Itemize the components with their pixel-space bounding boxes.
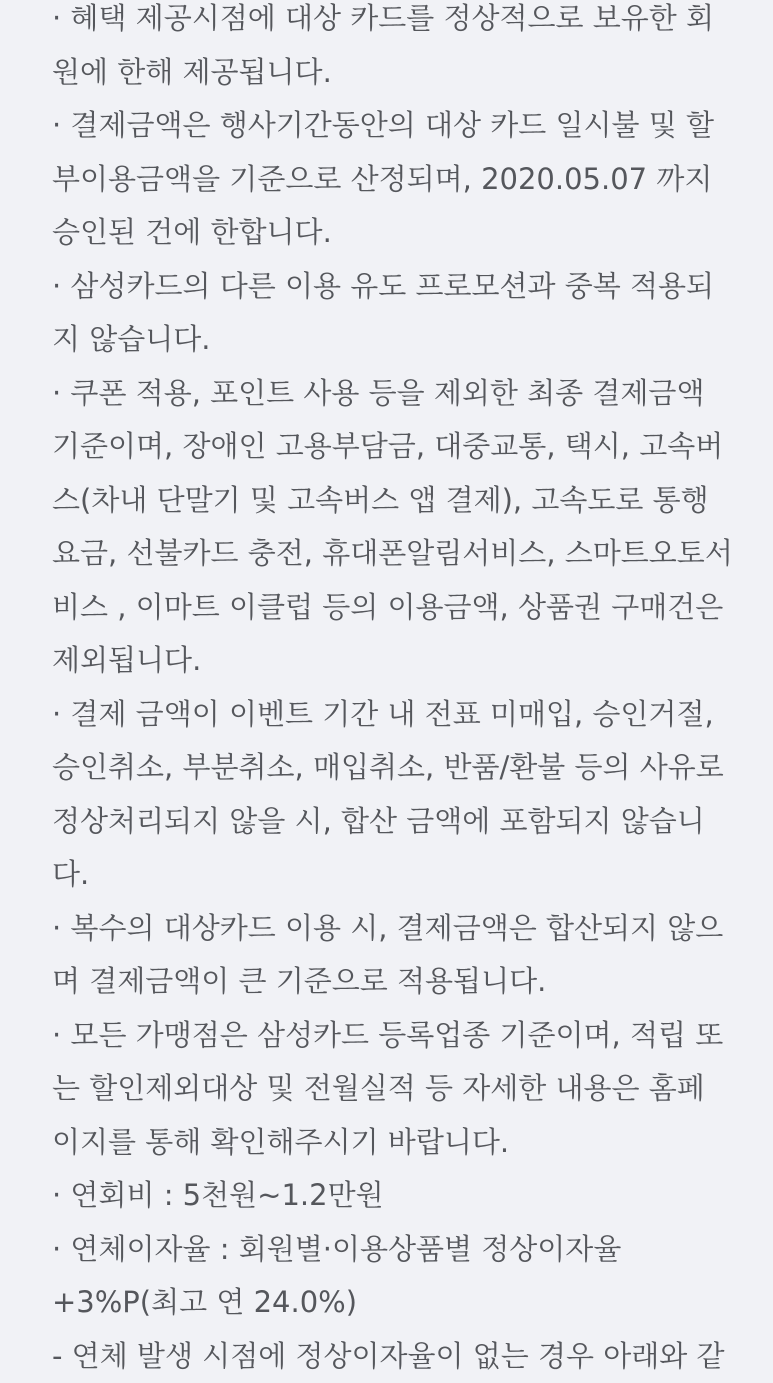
notice-line: 비스 , 이마트 이클럽 등의 이용금액, 상품권 구매건은 bbox=[52, 581, 735, 635]
notice-item-benefit-eligibility bbox=[52, 0, 735, 99]
notice-item-no-duplicate-promotion bbox=[52, 260, 735, 367]
notice-line: 며 결제금액이 큰 기준으로 적용됩니다. bbox=[52, 955, 735, 1009]
notice-line: 기준이며, 장애인 고용부담금, 대중교통, 택시, 고속버 bbox=[52, 420, 735, 474]
notice-line: 승인된 건에 한합니다. bbox=[52, 206, 735, 260]
notice-line: 원에 한해 제공됩니다. bbox=[52, 46, 735, 100]
notice-item-unprocessed-payments bbox=[52, 688, 735, 902]
notice-line: 다. bbox=[52, 848, 735, 902]
notice-item-merchant-classification bbox=[52, 1009, 735, 1170]
notice-line: 정상처리되지 않을 시, 합산 금액에 포함되지 않습니 bbox=[52, 795, 735, 849]
notice-line: 제외됩니다. bbox=[52, 634, 735, 688]
notice-item-payment-amount-basis bbox=[52, 99, 735, 260]
notice-line: · 삼성카드의 다른 이용 유도 프로모션과 중복 적용되 bbox=[52, 260, 735, 314]
notice-line: · 연회비 : 5천원~1.2만원 bbox=[52, 1169, 735, 1223]
notice-line: +3%P(최고 연 24.0%) bbox=[52, 1276, 735, 1330]
notice-item-late-interest-note bbox=[52, 1330, 735, 1383]
notice-line: · 모든 가맹점은 삼성카드 등록업종 기준이며, 적립 또 bbox=[52, 1009, 735, 1063]
notice-line: 승인취소, 부분취소, 매입취소, 반품/환불 등의 사유로 bbox=[52, 741, 735, 795]
notice-line: · 복수의 대상카드 이용 시, 결제금액은 합산되지 않으 bbox=[52, 902, 735, 956]
notice-item-excluded-usage bbox=[52, 367, 735, 688]
notice-line: 이지를 통해 확인해주시기 바랍니다. bbox=[52, 1116, 735, 1170]
notice-item-late-interest-rate bbox=[52, 1223, 735, 1330]
notice-item-multiple-cards bbox=[52, 902, 735, 1009]
notice-line: · 결제 금액이 이벤트 기간 내 전표 미매입, 승인거절, bbox=[52, 688, 735, 742]
notice-line: · 연체이자율 : 회원별·이용상품별 정상이자율 bbox=[52, 1223, 735, 1277]
notice-line: 스(차내 단말기 및 고속버스 앱 결제), 고속도로 통행 bbox=[52, 474, 735, 528]
notice-line: 지 않습니다. bbox=[52, 313, 735, 367]
notice-line: 부이용금액을 기준으로 산정되며, 2020.05.07 까지 bbox=[52, 153, 735, 207]
notice-line: · 혜택 제공시점에 대상 카드를 정상적으로 보유한 회 bbox=[52, 0, 735, 46]
notice-line: - 연체 발생 시점에 정상이자율이 없는 경우 아래와 같 bbox=[52, 1330, 735, 1383]
notice-item-annual-fee bbox=[52, 1169, 735, 1223]
notice-line: 는 할인제외대상 및 전월실적 등 자세한 내용은 홈페 bbox=[52, 1062, 735, 1116]
notice-line: 요금, 선불카드 충전, 휴대폰알림서비스, 스마트오토서 bbox=[52, 527, 735, 581]
notice-line: · 결제금액은 행사기간동안의 대상 카드 일시불 및 할 bbox=[52, 99, 735, 153]
notice-line: · 쿠폰 적용, 포인트 사용 등을 제외한 최종 결제금액 bbox=[52, 367, 735, 421]
